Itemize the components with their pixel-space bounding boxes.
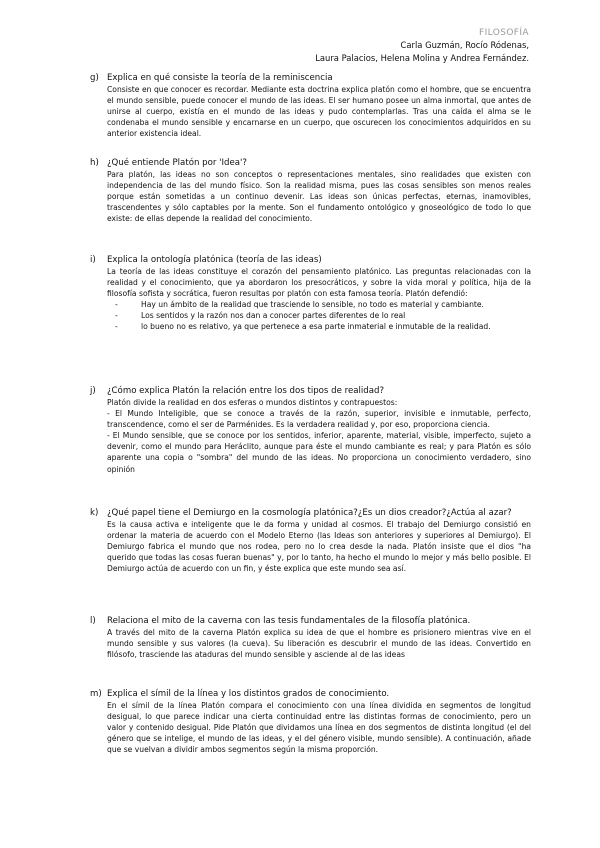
question-l — [90, 615, 531, 660]
question-letter: j) — [90, 386, 96, 396]
question-heading — [90, 385, 531, 397]
question-title: Explica en qué consiste la teoría de la reminiscencia — [107, 73, 333, 83]
question-heading — [90, 157, 531, 169]
authors-line: Carla Guzmán, Rocío Ródenas, — [400, 40, 529, 50]
answer-body — [90, 700, 531, 755]
question-heading — [90, 507, 531, 519]
question-title: ¿Qué papel tiene el Demiurgo en la cosmología platónica?¿Es un dios creador?¿Actúa al azar? — [107, 508, 512, 518]
answer-paragraph: Platón divide la realidad en dos esferas o mundos distintos y contrapuestos: — [107, 398, 398, 407]
question-m — [90, 688, 531, 755]
bullet-text: lo bueno no es relativo, ya que pertenece a esa parte inmaterial e inmutable de la realidad. — [141, 322, 491, 332]
answer-body — [90, 627, 531, 660]
answer-paragraph: - El Mundo Inteligible, que se conoce a través de la razón, superior, invisible e inmutable, perfecto, transcendence, como el ser de Parménides. Es la verdadera realidad y, por eso, proporciona ciencia. — [107, 409, 531, 430]
authors-line: Laura Palacios, Helena Molina y Andrea Fernández. — [315, 52, 529, 63]
question-letter: m) — [90, 689, 102, 699]
question-title: ¿Cómo explica Platón la relación entre los dos tipos de realidad? — [107, 386, 385, 396]
page-header — [315, 27, 529, 64]
answer-paragraph: - El Mundo sensible, que se conoce por los sentidos, inferior, aparente, material, visible, imperfecto, sujeto a devenir, como el mundo para Heráclito, aunque para éste el mundo cambiante es real; y para Platón es sólo aparente una copia o "sombra" del mundo de las ideas. No proporciona un conocimiento verdadero, sino opinión — [107, 431, 531, 474]
subject-label: FILOSOFÍA — [479, 28, 529, 38]
answer-paragraph: A través del mito de la caverna Platón explica su idea de que el hombre es prisionero mientras vive en el mundo sensible y sus valores (la cueva). Su liberación es descubrir el mundo de las ideas. Convertido en filósofo, trasciende las ataduras del mundo sensible y asciende al de las ideas — [107, 628, 531, 660]
question-j — [90, 385, 531, 475]
question-title: Explica el símil de la línea y los distintos grados de conocimiento. — [107, 689, 390, 699]
bullet-dash: - — [115, 300, 118, 310]
question-letter: i) — [90, 255, 96, 265]
question-letter: g) — [90, 73, 99, 83]
question-title: Relaciona el mito de la caverna con las tesis fundamentales de la filosofía platónica. — [107, 616, 471, 626]
answer-paragraph: La teoría de las ideas constituye el corazón del pensamiento platónico. Las preguntas relacionadas con la realidad y el conocimiento, que ya abordaron los presocráticos, y sobre la vida moral y política, hija de la filosofía sofista y socrática, fueron resultas por platón con esta famosa teoría. Platón defendió: — [107, 267, 531, 299]
answer-body — [90, 169, 531, 224]
question-k — [90, 507, 531, 574]
bullet-item — [107, 299, 531, 310]
bullet-item — [107, 310, 531, 321]
answer-paragraph: En el símil de la línea Platón compara el conocimiento con una línea dividida en segmentos de longitud desigual, lo que parece indicar una cierta continuidad entre las distintas formas de conocimiento, pero un valor y contenido desigual. Pide Platón que dividamos una línea en dos segmentos de distinta longitud (el del género que se intelige, el mundo de las ideas, y el del género visible, mundo sensible). A continuación, añade que se vuelvan a dividir ambos segmentos según la misma proporción. — [107, 701, 531, 755]
answer-body — [90, 266, 531, 333]
answer-body — [90, 397, 531, 475]
question-heading — [90, 615, 531, 627]
question-letter: l) — [90, 616, 96, 626]
question-letter: h) — [90, 158, 99, 168]
bullet-text: Hay un ámbito de la realidad que trasciende lo sensible, no todo es material y cambiante. — [141, 300, 484, 310]
answer-paragraph: Para platón, las ideas no son conceptos o representaciones mentales, sino realidades que existen con independencia de las del mundo físico. Son la realidad misma, pues las cosas sensibles son menos reales porque están sometidas a un continuo devenir. Las ideas son únicas perfectas, eternas, inamovibles, trascendentes y sólo captables por la mente. Son el fundamento ontológico y gnoseológico de todo lo que existe: de ellas depende la realidad del conocimiento. — [107, 170, 531, 224]
answer-paragraph: Es la causa activa e inteligente que le da forma y unidad al cosmos. El trabajo del Demiurgo consistió en ordenar la materia de acuerdo con el Modelo Eterno (las Ideas son anteriores y superiores al Demiurgo). El Demiurgo fabrica el mundo que nos rodea, pero no lo crea desde la nada. Platón insiste que el dios "ha querido que todas las cosas fueran buenas" y, por lo tanto, ha hecho el mundo lo mejor y más bello posible. El Demiurgo actúa de acuerdo con un fin, y éste explica que este mundo sea así. — [107, 520, 531, 574]
question-heading — [90, 254, 531, 266]
question-heading — [90, 688, 531, 700]
answer-body — [90, 84, 531, 139]
question-title: Explica la ontología platónica (teoría de las ideas) — [107, 255, 322, 265]
question-g — [90, 72, 531, 139]
bullet-item — [107, 321, 531, 332]
question-heading — [90, 72, 531, 84]
question-letter: k) — [90, 508, 99, 518]
answer-body — [90, 519, 531, 574]
bullet-text: Los sentidos y la razón nos dan a conocer partes diferentes de lo real — [141, 311, 406, 321]
bullet-dash: - — [115, 311, 118, 321]
answer-paragraph: Consiste en que conocer es recordar. Mediante esta doctrina explica platón como el hombre, que se encuentra el mundo sensible, puede conocer el mundo de las ideas. El ser humano posee un alma inmortal, que antes de unirse al cuerpo, existía en el mundo de las ideas y pudo contemplarlas. Tras una caída el alma se le condenaba el mundo sensible y encarnarse en un cuerpo, que oscurecen los conocimientos adquiridos en su anterior existencia ideal. — [107, 85, 531, 139]
question-h — [90, 157, 531, 224]
bullet-dash: - — [115, 322, 118, 332]
question-title: ¿Qué entiende Platón por 'Idea'? — [107, 158, 247, 168]
question-i — [90, 254, 531, 333]
